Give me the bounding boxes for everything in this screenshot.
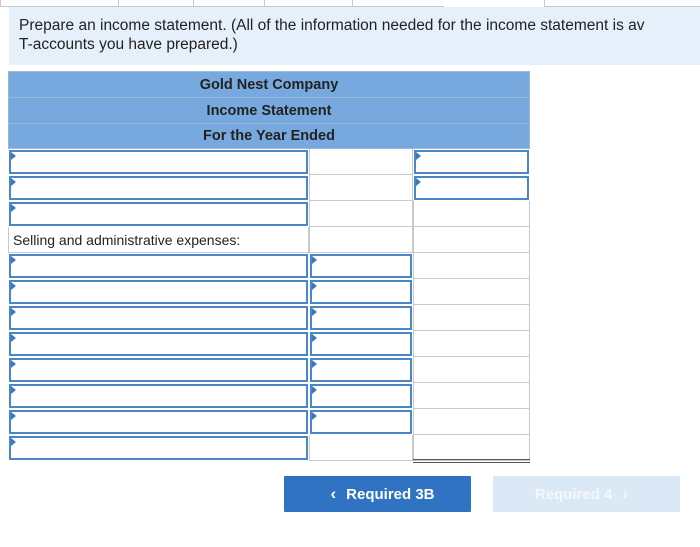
- table-row: [8, 175, 530, 201]
- dropdown-marker-icon: [11, 282, 16, 290]
- statement-period: For the Year Ended: [8, 123, 530, 149]
- previous-button-label: Required 3B: [346, 485, 435, 503]
- table-row: [8, 383, 530, 409]
- table-cell: [413, 305, 530, 331]
- expense-name-input[interactable]: [9, 280, 308, 304]
- expense-amount-input[interactable]: [310, 410, 412, 434]
- tab-segment: [352, 0, 444, 7]
- dropdown-marker-icon: [11, 386, 16, 394]
- dropdown-marker-icon: [11, 152, 16, 160]
- instructions-line-2: T-accounts you have prepared.): [19, 36, 238, 53]
- table-cell: [413, 253, 530, 279]
- table-cell: [413, 383, 530, 409]
- dropdown-marker-icon: [11, 204, 16, 212]
- table-cell: [309, 435, 413, 461]
- dropdown-marker-icon: [312, 256, 317, 264]
- table-cell: [413, 409, 530, 435]
- table-cell: [309, 227, 413, 253]
- expense-name-input[interactable]: [9, 410, 308, 434]
- expense-name-input[interactable]: [9, 254, 308, 278]
- amount-input[interactable]: [414, 176, 529, 200]
- income-statement-table: [8, 71, 530, 461]
- table-cell: [413, 435, 530, 461]
- top-tab-strip: [0, 0, 700, 6]
- dropdown-marker-icon: [11, 256, 16, 264]
- chevron-right-icon: ›: [622, 484, 629, 503]
- table-cell: [413, 201, 530, 227]
- expense-name-input[interactable]: [9, 384, 308, 408]
- account-name-input[interactable]: [9, 202, 308, 226]
- table-cell: [413, 331, 530, 357]
- instructions-line-1: Prepare an income statement. (All of the information needed for the income statement is av: [19, 17, 645, 34]
- expense-amount-input[interactable]: [310, 332, 412, 356]
- expense-name-input[interactable]: [9, 332, 308, 356]
- tab-segment: [193, 0, 265, 7]
- table-row: [8, 227, 530, 253]
- dropdown-marker-icon: [312, 386, 317, 394]
- dropdown-marker-icon: [11, 308, 16, 316]
- table-cell: [413, 279, 530, 305]
- table-row: [8, 331, 530, 357]
- instructions-box: [9, 7, 700, 65]
- expense-name-input[interactable]: [9, 306, 308, 330]
- dropdown-marker-icon: [312, 282, 317, 290]
- expense-amount-input[interactable]: [310, 384, 412, 408]
- dropdown-marker-icon: [312, 360, 317, 368]
- dropdown-marker-icon: [11, 438, 16, 446]
- tab-segment: [264, 0, 353, 7]
- dropdown-marker-icon: [416, 178, 421, 186]
- table-cell: [309, 149, 413, 175]
- expense-amount-input[interactable]: [310, 254, 412, 278]
- tab-segment: [0, 0, 119, 7]
- section-label: Selling and administrative expenses:: [8, 227, 309, 253]
- account-name-input[interactable]: [9, 150, 308, 174]
- table-cell: [413, 227, 530, 253]
- table-row: [8, 357, 530, 383]
- table-cell: [413, 357, 530, 383]
- chevron-left-icon: ‹: [330, 484, 337, 503]
- company-name: Gold Nest Company: [8, 71, 530, 97]
- table-row: [8, 305, 530, 331]
- expense-amount-input[interactable]: [310, 280, 412, 304]
- table-row: [8, 201, 530, 227]
- net-income-label-input[interactable]: [9, 436, 308, 460]
- table-cell: [309, 175, 413, 201]
- dropdown-marker-icon: [312, 308, 317, 316]
- dropdown-marker-icon: [416, 152, 421, 160]
- amount-input[interactable]: [414, 150, 529, 174]
- tab-segment: [118, 0, 194, 7]
- expense-amount-input[interactable]: [310, 306, 412, 330]
- account-name-input[interactable]: [9, 176, 308, 200]
- table-row: [8, 435, 530, 461]
- tab-segment: [544, 0, 700, 7]
- table-cell: [309, 201, 413, 227]
- table-row: [8, 409, 530, 435]
- dropdown-marker-icon: [11, 360, 16, 368]
- previous-required-button[interactable]: [284, 476, 471, 512]
- expense-name-input[interactable]: [9, 358, 308, 382]
- dropdown-marker-icon: [312, 412, 317, 420]
- double-underline: [413, 459, 530, 463]
- table-row: [8, 253, 530, 279]
- table-row: [8, 279, 530, 305]
- statement-title: Income Statement: [8, 97, 530, 123]
- table-row: [8, 149, 530, 175]
- dropdown-marker-icon: [11, 178, 16, 186]
- dropdown-marker-icon: [11, 412, 16, 420]
- next-required-button[interactable]: [493, 476, 680, 512]
- dropdown-marker-icon: [11, 334, 16, 342]
- dropdown-marker-icon: [312, 334, 317, 342]
- next-button-label: Required 4: [534, 485, 613, 503]
- expense-amount-input[interactable]: [310, 358, 412, 382]
